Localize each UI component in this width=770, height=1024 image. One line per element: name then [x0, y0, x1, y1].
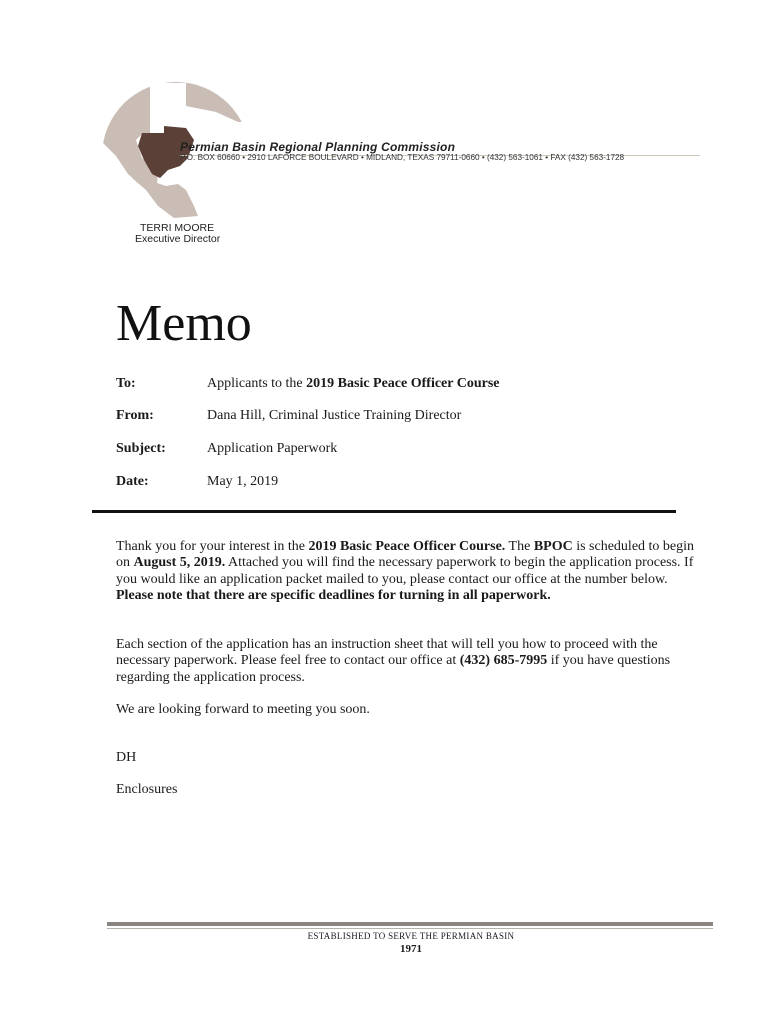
footer-divider-thin [107, 928, 713, 929]
enclosures-note: Enclosures [116, 782, 178, 797]
org-address: P.O. BOX 60660 • 2910 LAFORCE BOULEVARD • MIDLAND, TEXAS 79711-0660 • (432) 563-1061 • FAX (432) 563-1728 [180, 153, 625, 162]
course-name: 2019 Basic Peace Officer Course [306, 376, 500, 391]
date-label: Date: [116, 474, 149, 489]
p1-course: 2019 Basic Peace Officer Course. [308, 539, 506, 554]
paragraph-intro [116, 539, 706, 605]
to-prefix: Applicants to the [207, 376, 307, 391]
from-value: Dana Hill, Criminal Justice Training Director [207, 408, 462, 423]
p1-text: Attached you will find the necessary paperwork to begin the application process. If you would like an application packet mailed to you, please contact our office at the number below. [116, 555, 694, 587]
footer-motto: ESTABLISHED TO SERVE THE PERMIAN BASIN [307, 931, 515, 941]
to-label: To: [116, 376, 136, 391]
sender-initials: DH [116, 750, 137, 765]
footer-year: 1971 [400, 943, 422, 955]
director-name: TERRI MOORE [140, 222, 215, 234]
paragraph-instructions [116, 637, 706, 686]
director-title: Executive Director [135, 233, 221, 245]
footer-divider [107, 922, 713, 926]
to-value [207, 376, 500, 392]
p2-text: Each section of the application has an instruction sheet that will tell you how to proceed with the necessary paperwork. Please feel free to contact our office at [116, 637, 658, 669]
org-name: Permian Basin Regional Planning Commission [180, 140, 456, 154]
header-divider [92, 510, 676, 513]
subject-value: Application Paperwork [207, 441, 338, 456]
office-phone: (432) 685-7995 [459, 653, 548, 669]
p1-text: Thank you for your interest in the [116, 539, 309, 554]
from-label: From: [116, 408, 154, 423]
p2-text: if you have questions regarding the application process. [116, 653, 671, 685]
p1-start-date: August 5, 2019. [133, 555, 226, 571]
subject-label: Subject: [116, 441, 166, 456]
memo-title: Memo [116, 295, 252, 352]
p1-deadline-note: Please note that there are specific deadlines for turning in all paperwork. [116, 588, 551, 604]
p1-text: is scheduled to begin on [116, 539, 695, 571]
paragraph-closing: We are looking forward to meeting you soon. [116, 702, 370, 717]
p1-text: The [505, 539, 534, 554]
date-value: May 1, 2019 [207, 474, 279, 489]
p1-bpoc: BPOC [533, 539, 573, 554]
